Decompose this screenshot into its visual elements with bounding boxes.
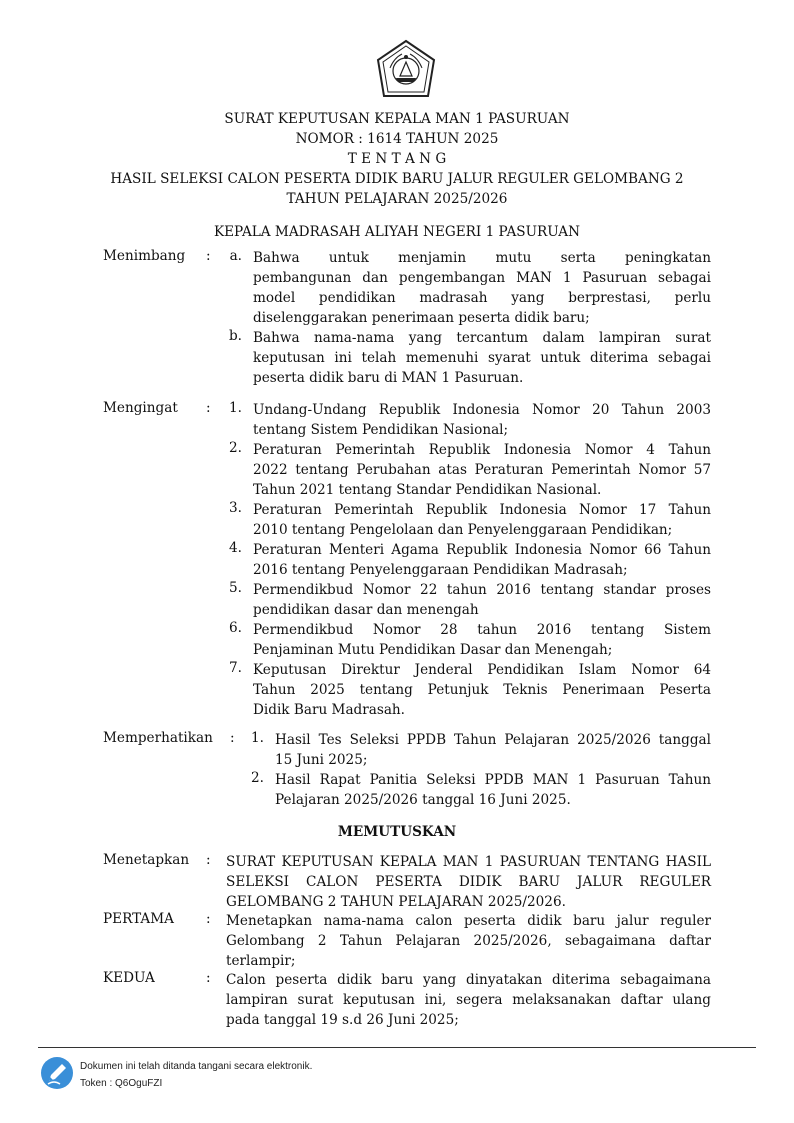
mengingat-marker-5: 5. xyxy=(229,580,242,596)
pen-sign-icon xyxy=(40,1056,74,1090)
text-line: Peraturan Pemerintah Republik Indonesia Nomor 17 Tahun xyxy=(253,502,711,518)
text-line: Pelajaran 2025/2026 tanggal 16 Juni 2025. xyxy=(275,792,571,808)
text-line: Hasil Rapat Panitia Seleksi PPDB MAN 1 Pasuruan Tahun xyxy=(275,772,711,788)
text-line: Didik Baru Madrasah. xyxy=(253,702,406,718)
kedua-label: KEDUA xyxy=(103,970,155,986)
tentang-heading: T E N T A N G xyxy=(347,151,447,167)
mengingat-item-7 xyxy=(253,660,711,720)
mengingat-item-5 xyxy=(253,580,711,620)
text-line: pada tanggal 19 s.d 26 Juni 2025; xyxy=(226,1012,459,1028)
menimbang-item-a xyxy=(253,248,711,328)
text-line: Bahwa nama-nama yang tercantum dalam lampiran surat xyxy=(253,330,711,346)
kedua-colon: : xyxy=(206,970,211,986)
text-line: SURAT KEPUTUSAN KEPALA MAN 1 PASURUAN TENTANG HASIL xyxy=(226,854,711,870)
text-line: Menetapkan nama-nama calon peserta didik baru jalur reguler xyxy=(226,913,711,929)
text-line: 2010 tentang Pengelolaan dan Penyelenggaraan Pendidikan; xyxy=(253,522,673,538)
text-line: SELEKSI CALON PESERTA DIDIK BARU JALUR REGULER xyxy=(226,874,711,890)
mengingat-marker-2: 2. xyxy=(229,440,242,456)
logo-emblem xyxy=(374,38,438,102)
mengingat-marker-4: 4. xyxy=(229,540,242,556)
token-line xyxy=(80,1078,162,1089)
kedua-text xyxy=(226,970,711,1030)
subject-line-2: TAHUN PELAJARAN 2025/2026 xyxy=(286,191,508,207)
memutuskan-heading: MEMUTUSKAN xyxy=(337,824,457,840)
text-line: Calon peserta didik baru yang dinyatakan diterima sebagaimana xyxy=(226,972,711,988)
memperhatikan-marker-1: 1. xyxy=(251,730,264,746)
token-label: Token : xyxy=(80,1078,113,1089)
text-line: diselenggarakan penerimaan peserta didik baru; xyxy=(253,310,590,326)
text-line: Penjaminan Mutu Pendidikan Dasar dan Menengah; xyxy=(253,642,613,658)
memperhatikan-item-2 xyxy=(275,770,711,810)
menimbang-item-b xyxy=(253,328,711,388)
text-line: peserta didik baru di MAN 1 Pasuruan. xyxy=(253,370,524,386)
text-line: Permendikbud Nomor 28 tahun 2016 tentang Sistem xyxy=(253,622,711,638)
memperhatikan-item-1 xyxy=(275,730,711,770)
text-line: Tahun 2025 tentang Petunjuk Teknis Penerimaan Peserta xyxy=(253,682,711,698)
text-line: pendidikan dasar dan menengah xyxy=(253,602,479,618)
mengingat-colon: : xyxy=(206,400,211,416)
text-line: Peraturan Pemerintah Republik Indonesia Nomor 4 Tahun xyxy=(253,442,711,458)
kemenag-emblem-icon xyxy=(374,38,438,102)
mengingat-marker-6: 6. xyxy=(229,620,242,636)
mengingat-marker-7: 7. xyxy=(229,660,242,676)
text-line: lampiran surat keputusan ini, segera melaksanakan daftar ulang xyxy=(226,992,711,1008)
text-line: model pendidikan madrasah yang berprestasi, perlu xyxy=(253,290,711,306)
footer-rule xyxy=(38,1047,756,1048)
text-line: Gelombang 2 Tahun Pelajaran 2025/2026, sebagaimana daftar xyxy=(226,933,711,949)
text-line: GELOMBANG 2 TAHUN PELAJARAN 2025/2026. xyxy=(226,894,566,910)
text-line: Keputusan Direktur Jenderal Pendidikan Islam Nomor 64 xyxy=(253,662,711,678)
pertama-label: PERTAMA xyxy=(103,911,174,927)
decree-title: SURAT KEPUTUSAN KEPALA MAN 1 PASURUAN xyxy=(224,111,570,127)
menetapkan-label: Menetapkan xyxy=(103,852,190,868)
pertama-text xyxy=(226,911,711,971)
mengingat-marker-3: 3. xyxy=(229,500,242,516)
mengingat-marker-1: 1. xyxy=(229,400,242,416)
menimbang-marker-a: a. xyxy=(229,248,242,264)
text-line: 2016 tentang Penyelenggaraan Pendidikan Madrasah; xyxy=(253,562,628,578)
mengingat-label: Mengingat xyxy=(103,400,178,416)
menimbang-colon: : xyxy=(206,248,211,264)
issuer-heading: KEPALA MADRASAH ALIYAH NEGERI 1 PASURUAN xyxy=(213,224,581,240)
mengingat-item-2 xyxy=(253,440,711,500)
decree-number: NOMOR : 1614 TAHUN 2025 xyxy=(295,131,499,147)
text-line: 15 Juni 2025; xyxy=(275,752,368,768)
menetapkan-text xyxy=(226,852,711,912)
mengingat-item-6 xyxy=(253,620,711,660)
signed-notice: Dokumen ini telah ditanda tangani secara elektronik. xyxy=(80,1061,313,1072)
token-value: Q6OguFZI xyxy=(115,1078,163,1089)
menetapkan-colon: : xyxy=(206,852,211,868)
mengingat-item-4 xyxy=(253,540,711,580)
subject-line-1: HASIL SELEKSI CALON PESERTA DIDIK BARU JALUR REGULER GELOMBANG 2 xyxy=(110,171,684,187)
menimbang-marker-b: b. xyxy=(228,328,242,344)
memperhatikan-colon: : xyxy=(230,730,235,746)
text-line: tentang Sistem Pendidikan Nasional; xyxy=(253,422,509,438)
pertama-colon: : xyxy=(206,911,211,927)
text-line: pembangunan dan pengembangan MAN 1 Pasuruan sebagai xyxy=(253,270,711,286)
text-line: keputusan ini telah memenuhi syarat untuk diterima sebagai xyxy=(253,350,711,366)
mengingat-item-3 xyxy=(253,500,711,540)
text-line: Permendikbud Nomor 22 tahun 2016 tentang standar proses xyxy=(253,582,711,598)
text-line: Undang-Undang Republik Indonesia Nomor 20 Tahun 2003 xyxy=(253,402,711,418)
text-line: 2022 tentang Perubahan atas Peraturan Pemerintah Nomor 57 xyxy=(253,462,711,478)
text-line: Tahun 2021 tentang Standar Pendidikan Nasional. xyxy=(253,482,602,498)
text-line: Peraturan Menteri Agama Republik Indonesia Nomor 66 Tahun xyxy=(253,542,711,558)
text-line: Hasil Tes Seleksi PPDB Tahun Pelajaran 2025/2026 tanggal xyxy=(275,732,711,748)
mengingat-item-1 xyxy=(253,400,711,440)
text-line: Bahwa untuk menjamin mutu serta peningkatan xyxy=(253,250,711,266)
menimbang-label: Menimbang xyxy=(103,248,186,264)
memperhatikan-marker-2: 2. xyxy=(251,770,264,786)
memperhatikan-label: Memperhatikan xyxy=(103,730,213,746)
text-line: terlampir; xyxy=(226,953,296,969)
